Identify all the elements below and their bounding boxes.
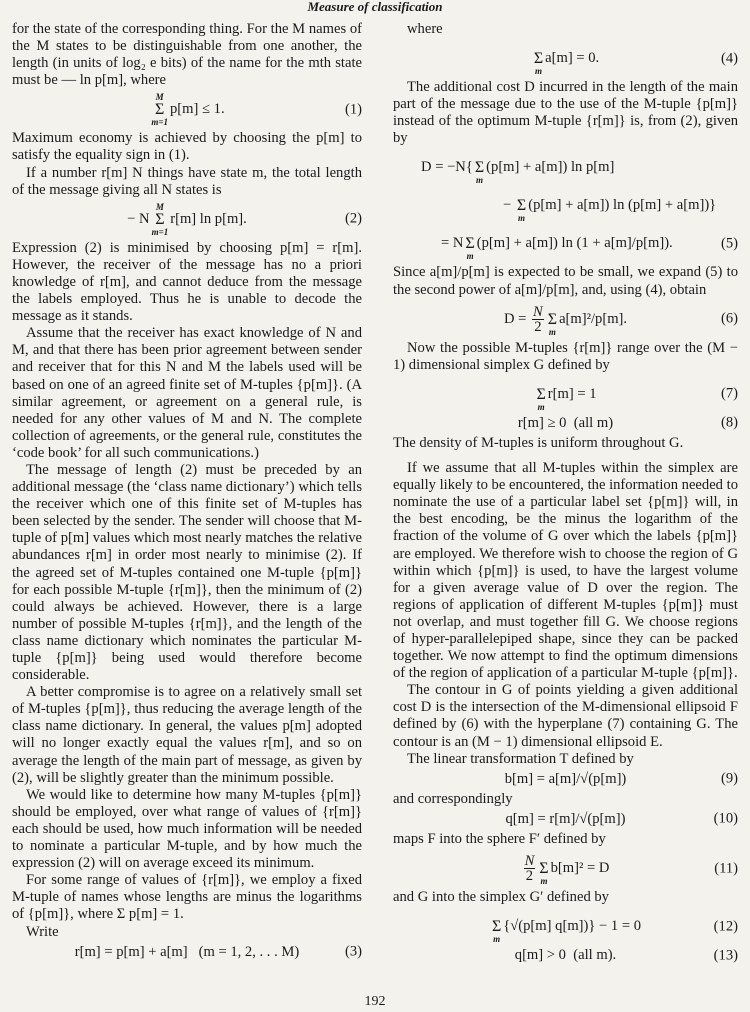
equation-text: q[m] = r[m]/√(p[m]) xyxy=(505,810,626,827)
summation-sign xyxy=(517,188,526,223)
sum-lower-limit: m=1 xyxy=(151,117,168,128)
equation-4 xyxy=(393,41,738,76)
paragraph: Now the possible M-tuples {r[m]} range over the (M − 1) dimensional simplex G defined by xyxy=(393,339,738,373)
sum-upper-limit: M xyxy=(155,201,164,212)
right-column xyxy=(393,21,738,967)
fraction xyxy=(524,854,536,883)
sum-upper-limit: M xyxy=(155,92,164,103)
summation-sign xyxy=(475,150,484,185)
equation-5-line-1 xyxy=(393,150,738,185)
equation-number: (10) xyxy=(713,810,738,827)
left-column xyxy=(12,21,362,964)
summation-sign xyxy=(548,302,557,337)
equation-number: (3) xyxy=(344,943,362,960)
equation-text: r[m] ≥ 0 (all m) xyxy=(517,414,614,431)
sum-lower-limit: m xyxy=(534,66,542,77)
sigma-symbol: Σ xyxy=(539,860,549,878)
sigma-symbol: Σ xyxy=(491,918,502,936)
summation-sign xyxy=(465,226,474,261)
equation-text: b[m]² = D xyxy=(550,859,610,876)
page-number: 192 xyxy=(364,994,386,1009)
paragraph: Assume that the receiver has exact knowledge of N and M, and that there has been prior agreement between sender and receiver that for this N and M the labels used will be based on one of an agreed finite set of M-tuples {p[m]}. (A similar agreement, or agreement on a general rule, is needed for any other values of M and N. The complete collection of agreements, or the general rule, constitutes the ‘code book’ for all such communications.) xyxy=(12,325,362,461)
equation-text: D = xyxy=(503,310,531,327)
equation-13 xyxy=(393,947,738,964)
sigma-symbol: Σ xyxy=(474,159,485,177)
equation-text: D = −N{ xyxy=(421,159,473,176)
equation-text: {√(p[m] q[m])} − 1 = 0 xyxy=(503,918,642,935)
paragraph: where xyxy=(407,21,443,37)
equation-text: (p[m] + a[m]) ln (1 + a[m]/p[m]). xyxy=(476,235,673,252)
paragraph: The density of M-tuples is uniform throughout G. xyxy=(393,434,684,451)
equation-number: (13) xyxy=(713,947,738,964)
equation-7 xyxy=(393,377,738,412)
equation-number: (9) xyxy=(720,770,738,787)
equation-number: (5) xyxy=(720,235,738,252)
equation-number: (7) xyxy=(720,385,738,402)
paragraph: and G into the simplex G′ defined by xyxy=(393,889,609,906)
equation-12 xyxy=(393,909,738,944)
equation-11 xyxy=(393,851,738,886)
sigma-symbol: Σ xyxy=(465,235,475,253)
equation-number: (1) xyxy=(344,101,362,118)
paragraph: The contour in G of points yielding a given additional cost D is the intersection of the M-dimensional ellipsoid F defined by (6) with the hyperplane (7) containing G. The contour is an (M − 1) dimensional ellipsoid E. xyxy=(393,682,738,750)
paragraph: If a number r[m] N things have state m, the total length of the message giving all N states is xyxy=(12,164,362,198)
equation-number: (8) xyxy=(720,414,738,431)
sigma-symbol: Σ xyxy=(516,197,527,215)
equation-5-line-3 xyxy=(393,226,738,261)
numerator: N xyxy=(524,853,535,870)
sum-lower-limit: m xyxy=(493,934,501,945)
paragraph: Write xyxy=(26,923,59,940)
equation-number: (6) xyxy=(720,310,738,327)
equation-number: (12) xyxy=(713,918,738,935)
sigma-symbol: Σ xyxy=(536,385,546,403)
sum-lower-limit: m xyxy=(537,401,545,412)
sigma-symbol: Σ xyxy=(155,210,165,228)
paragraph: Since a[m]/p[m] is expected to be small, we expand (5) to the second power of a[m]/p[m], and, using (4), obtain xyxy=(393,264,738,298)
equation-text: (p[m] + a[m]) ln (p[m] + a[m])} xyxy=(528,197,717,214)
paragraph: and correspondingly xyxy=(393,790,513,807)
sigma-symbol: Σ xyxy=(533,50,544,68)
numerator: N xyxy=(533,303,543,320)
running-header: Measure of classification xyxy=(307,0,443,14)
summation-sign xyxy=(151,92,168,127)
equation-3 xyxy=(12,944,362,961)
equation-6 xyxy=(393,302,738,337)
paragraph: for the state of the corresponding thing. For the M names of the M states to be distinguishable from one another, the length (in units of log₂ e bits) of the name for the mth state must be — ln p[m], where xyxy=(12,21,362,89)
equation-text: a[m]²/p[m]. xyxy=(559,310,628,327)
sum-lower-limit: m=1 xyxy=(151,226,169,237)
paragraph: For some range of values of {r[m]}, we employ a fixed M-tuple of names whose lengths are minus the logarithms of {p[m]}, where Σ p[m] = 1. xyxy=(12,872,362,923)
summation-sign xyxy=(539,851,548,886)
summation-sign xyxy=(536,377,545,412)
equation-text: = N xyxy=(441,235,464,252)
equation-2 xyxy=(12,202,362,237)
equation-text: p[m] ≤ 1. xyxy=(170,101,225,118)
equation-text: (p[m] + a[m]) ln p[m] xyxy=(486,159,615,176)
paragraph: Expression (2) is minimised by choosing p[m] = r[m]. However, the receiver of the message has no a priori knowledge of r[m], and cannot deduce from the message the labels employed. Thus he is unable to decode the message as it stands. xyxy=(12,239,362,325)
equation-text: r[m] ln p[m]. xyxy=(170,210,247,227)
equation-1 xyxy=(12,92,362,127)
equation-10 xyxy=(393,811,738,828)
paragraph: maps F into the sphere F′ defined by xyxy=(393,831,606,847)
sum-lower-limit: m xyxy=(475,175,483,186)
paragraph: The additional cost D incurred in the length of the main part of the message due to the use of the M-tuple {p[m]} instead of the optimum M-tuple {r[m]} is, from (2), given by xyxy=(393,79,738,147)
equation-8 xyxy=(393,415,738,432)
summation-sign xyxy=(492,909,501,944)
denominator: 2 xyxy=(534,318,542,335)
paragraph: If we assume that all M-tuples within the simplex are equally likely to be encountered, the information needed to nominate the use of a particular label set {p[m]} will, in the best encoding, be the minus the logarithm of the fraction of the volume of G over which the labels {p[m]} are employed. We therefore wish to choose the region of G within which {p[m]} is used, to have the largest volume for a given average value of D over the region. The regions of application of different M-tuples {p[m]} must not overlap, and must together fill G. We choose regions of hyper-parallelepiped shape, since they can be packed together. We now attempt to find the optimum dimensions of the region of application of a particular M-tuple {p[m]}. xyxy=(393,460,738,682)
summation-sign xyxy=(534,41,543,76)
paragraph: The linear transformation T defined by xyxy=(407,750,634,767)
denominator: 2 xyxy=(525,868,534,885)
sum-lower-limit: m xyxy=(466,251,474,262)
fraction xyxy=(532,305,544,334)
paragraph: We would like to determine how many M-tuples {p[m]} should be employed, over what range of values of {r[m]} each should be used, how much information will be needed to nominate a particular M-tuple, and by how much the expression (2) will on average exceed its minimum. xyxy=(12,786,362,872)
paragraph: The message of length (2) must be preceded by an additional message (the ‘class name dictionary’) which tells the receiver which one of this finite set of M-tuples has been selected by the sender. The sender will choose that M-tuple of p[m] values which most nearly matches the relative abundances r[m] in order most nearly to minimise (2). If the agreed set of M-tuples contained one M-tuple {p[m]} for each possible M-tuple {r[m]}, then the minimum of (2) could always be achieved. However, there is a large number of possible M-tuples {r[m]}, and the length of the class name dictionary which nominates the particular M-tuple {p[m]} being used would therefore become considerable. xyxy=(12,461,362,684)
equation-number: (2) xyxy=(344,210,362,227)
sigma-symbol: Σ xyxy=(547,310,558,328)
summation-sign xyxy=(152,202,169,237)
equation-text: b[m] = a[m]/√(p[m]) xyxy=(504,770,627,787)
equation-text: − N xyxy=(127,210,150,227)
paragraph: A better compromise is to agree on a relatively small set of M-tuples {p[m]}, thus reducing the average length of the class name dictionary. In general, the values p[m] adopted will no longer exactly equal the values r[m], and so on average the length of the main part of message, as given by (2), will be slightly greater than the minimum possible. xyxy=(12,684,362,786)
sum-lower-limit: m xyxy=(540,876,548,887)
equation-number: (11) xyxy=(714,860,738,877)
sum-lower-limit: m xyxy=(518,213,526,224)
sigma-symbol: Σ xyxy=(155,101,165,119)
sum-lower-limit: m xyxy=(548,326,556,337)
equation-9 xyxy=(393,771,738,788)
equation-text: r[m] = 1 xyxy=(547,385,597,402)
equation-text: − xyxy=(503,197,515,214)
equation-text: r[m] = p[m] + a[m] (m = 1, 2, . . . M) xyxy=(74,943,300,960)
equation-number: (4) xyxy=(720,50,738,67)
paragraph: Maximum economy is achieved by choosing the p[m] to satisfy the equality sign in (1). xyxy=(12,130,362,164)
equation-5-line-2 xyxy=(393,188,738,223)
equation-text: a[m] = 0. xyxy=(545,49,600,66)
equation-text: q[m] > 0 (all m). xyxy=(514,947,617,964)
